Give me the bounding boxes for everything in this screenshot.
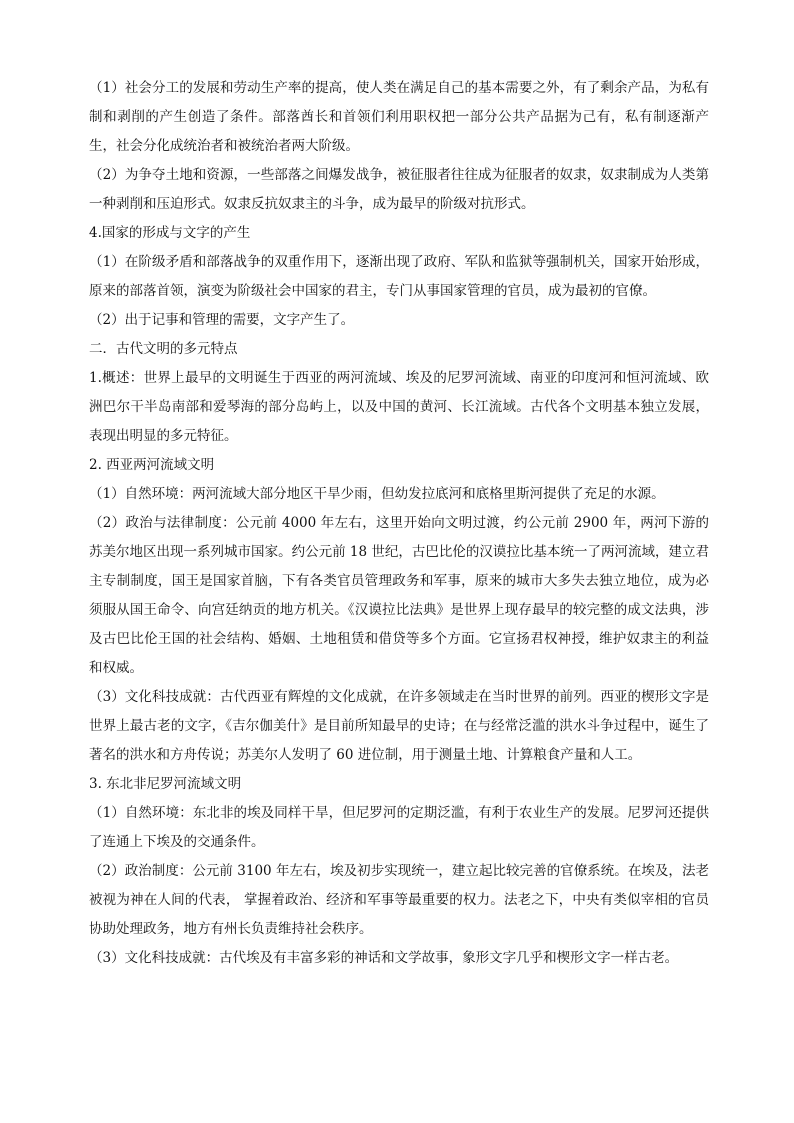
paragraph-nile-politics: （2）政治制度：公元前 3100 年左右，埃及初步实现统一，建立起比较完善的官僚系统。在埃及，法老被视为神在人间的代表， 掌握着政治、经济和军事等最重要的权力。法老之下，中央有类似宰相的官员协助处理政务，地方有州长负责维持社会秩序。 [89,863,709,937]
heading-mesopotamia: 2. 西亚两河流域文明 [89,457,215,473]
paragraph-nile-environment: （1）自然环境：东北非的埃及同样干旱，但尼罗河的定期泛滥，有利于农业生产的发展。尼罗河还提供了连通上下埃及的交通条件。 [89,805,709,850]
paragraph-writing-origin: （2）出于记事和管理的需要，文字产生了。 [89,312,355,328]
paragraph-mesopotamia-culture: （3）文化科技成就：古代西亚有辉煌的文化成就，在许多领域走在当时世界的前列。西亚的楔形文字是世界上最古老的文字，《吉尔伽美什》是目前所知最早的史诗；在与经常泛滥的洪水斗争过程中，诞生了著名的洪水和方舟传说；苏美尔人发明了 60 进位制，用于测量土地、计算粮食产量和人工。 [89,689,709,763]
heading-state-formation: 4.国家的形成与文字的产生 [89,225,251,241]
heading-civilization-diversity: 二．古代文明的多元特点 [89,341,238,357]
paragraph-state-emergence: （1）在阶级矛盾和部落战争的双重作用下，逐渐出现了政府、军队和监狱等强制机关，国家开始形成，原来的部落首领，演变为阶级社会中国家的君主，专门从事国家管理的官员，成为最初的官僚。 [89,254,709,299]
paragraph-mesopotamia-politics: （2）政治与法律制度：公元前 4000 年左右，这里开始向文明过渡，约公元前 2900 年，两河下游的苏美尔地区出现一系列城市国家。约公元前 18 世纪，古巴比伦的汉谟拉比基本统一了两河流域，建立君主专制制度，国王是国家首脑，下有各类官员管理政务和军事，原来的城市大多失去独立地位，成为必须服从国王命令、向宫廷纳贡的地方机关。《汉谟拉比法典》是世界上现存最早的较完整的成文法典，涉及古巴比伦王国的社会结构、婚姻、土地租赁和借贷等多个方面。它宣扬君权神授，维护奴隶主的利益和权威。 [89,515,709,676]
paragraph-slavery: （2）为争夺土地和资源，一些部落之间爆发战争，被征服者往往成为征服者的奴隶，奴隶制成为人类第一种剥削和压迫形式。奴隶反抗奴隶主的斗争，成为最早的阶级对抗形式。 [89,167,709,212]
paragraph-nile-culture: （3）文化科技成就：古代埃及有丰富多彩的神话和文学故事，象形文字几乎和楔形文字一样古老。 [89,950,679,966]
paragraph-mesopotamia-environment: （1）自然环境：两河流域大部分地区干旱少雨，但幼发拉底河和底格里斯河提供了充足的水源。 [89,486,665,502]
heading-nile: 3. 东北非尼罗河流域文明 [89,776,242,792]
paragraph-overview: 1.概述：世界上最早的文明诞生于西亚的两河流域、埃及的尼罗河流域、南亚的印度河和恒河流域、欧洲巴尔干半岛南部和爱琴海的部分岛屿上，以及中国的黄河、长江流域。古代各个文明基本独立发展，表现出明显的多元特征。 [89,370,709,444]
document-page [89,74,709,973]
paragraph-social-division: （1）社会分工的发展和劳动生产率的提高，使人类在满足自己的基本需要之外，有了剩余产品，为私有制和剥削的产生创造了条件。部落酋长和首领们利用职权把一部分公共产品据为己有，私有制逐渐产生，社会分化成统治者和被统治者两大阶级。 [89,80,709,154]
